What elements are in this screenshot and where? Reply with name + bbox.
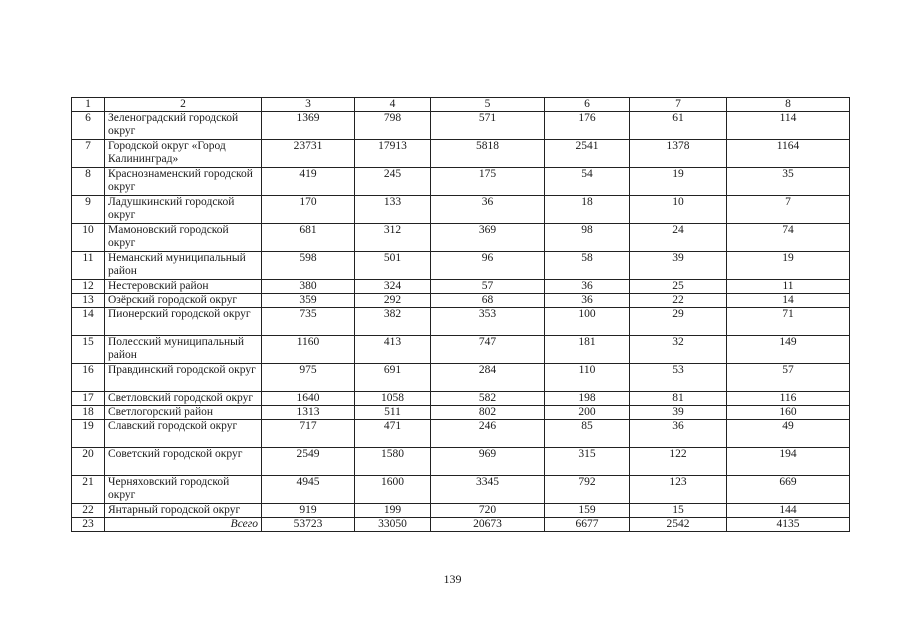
value-cell-c7: 123 xyxy=(630,476,727,504)
value-cell-c5: 175 xyxy=(431,168,545,196)
value-cell-c7: 81 xyxy=(630,392,727,406)
row-number: 15 xyxy=(72,336,105,364)
value-cell-c4: 292 xyxy=(355,294,431,308)
value-cell-c4: 511 xyxy=(355,406,431,420)
row-number: 10 xyxy=(72,224,105,252)
value-cell-c6: 54 xyxy=(545,168,630,196)
value-cell-c6: 85 xyxy=(545,420,630,448)
value-cell-c6: 315 xyxy=(545,448,630,476)
value-cell-c5: 353 xyxy=(431,308,545,336)
municipality-name: Ладушкинский городской округ xyxy=(105,196,262,224)
value-cell-c5: 571 xyxy=(431,112,545,140)
row-number: 23 xyxy=(72,518,105,532)
value-cell-c4: 324 xyxy=(355,280,431,294)
row-number: 18 xyxy=(72,406,105,420)
value-cell-c3: 23731 xyxy=(262,140,355,168)
table-row xyxy=(72,448,850,476)
value-cell-c3: 2549 xyxy=(262,448,355,476)
value-cell-c5: 369 xyxy=(431,224,545,252)
row-number: 16 xyxy=(72,364,105,392)
value-cell-c7: 61 xyxy=(630,112,727,140)
table-row xyxy=(72,364,850,392)
municipality-name: Мамоновский городской округ xyxy=(105,224,262,252)
value-cell-c8: 194 xyxy=(727,448,850,476)
value-cell-c3: 717 xyxy=(262,420,355,448)
value-cell-c5: 747 xyxy=(431,336,545,364)
value-cell-c3: 4945 xyxy=(262,476,355,504)
value-cell-c4: 1580 xyxy=(355,448,431,476)
table-row xyxy=(72,420,850,448)
municipality-name: Советский городской округ xyxy=(105,448,262,476)
row-number: 13 xyxy=(72,294,105,308)
municipality-name: Краснознаменский городской округ xyxy=(105,168,262,196)
value-cell-c8: 49 xyxy=(727,420,850,448)
table-row xyxy=(72,392,850,406)
value-cell-c5: 246 xyxy=(431,420,545,448)
municipality-name: Янтарный городской округ xyxy=(105,504,262,518)
value-cell-c4: 245 xyxy=(355,168,431,196)
value-cell-c6: 792 xyxy=(545,476,630,504)
value-cell-c7: 1378 xyxy=(630,140,727,168)
value-cell-c8: 4135 xyxy=(727,518,850,532)
row-number: 17 xyxy=(72,392,105,406)
value-cell-c6: 100 xyxy=(545,308,630,336)
value-cell-c5: 284 xyxy=(431,364,545,392)
table-row xyxy=(72,476,850,504)
value-cell-c4: 691 xyxy=(355,364,431,392)
value-cell-c7: 24 xyxy=(630,224,727,252)
value-cell-c5: 57 xyxy=(431,280,545,294)
value-cell-c6: 110 xyxy=(545,364,630,392)
value-cell-c7: 39 xyxy=(630,406,727,420)
value-cell-c7: 15 xyxy=(630,504,727,518)
value-cell-c8: 160 xyxy=(727,406,850,420)
value-cell-c7: 22 xyxy=(630,294,727,308)
value-cell-c4: 798 xyxy=(355,112,431,140)
value-cell-c6: 6677 xyxy=(545,518,630,532)
value-cell-c3: 598 xyxy=(262,252,355,280)
header-cell: 1 xyxy=(72,98,105,112)
value-cell-c4: 1600 xyxy=(355,476,431,504)
municipality-name: Городской округ «Город Калининград» xyxy=(105,140,262,168)
value-cell-c3: 975 xyxy=(262,364,355,392)
value-cell-c4: 413 xyxy=(355,336,431,364)
value-cell-c6: 198 xyxy=(545,392,630,406)
value-cell-c8: 35 xyxy=(727,168,850,196)
value-cell-c4: 501 xyxy=(355,252,431,280)
value-cell-c5: 96 xyxy=(431,252,545,280)
value-cell-c3: 1313 xyxy=(262,406,355,420)
municipality-name: Правдинский городской округ xyxy=(105,364,262,392)
value-cell-c5: 720 xyxy=(431,504,545,518)
value-cell-c3: 1369 xyxy=(262,112,355,140)
row-number: 9 xyxy=(72,196,105,224)
value-cell-c3: 681 xyxy=(262,224,355,252)
row-number: 19 xyxy=(72,420,105,448)
table-row xyxy=(72,336,850,364)
value-cell-c4: 33050 xyxy=(355,518,431,532)
value-cell-c4: 312 xyxy=(355,224,431,252)
row-number: 14 xyxy=(72,308,105,336)
total-label: Всего xyxy=(105,518,262,532)
value-cell-c4: 1058 xyxy=(355,392,431,406)
value-cell-c6: 176 xyxy=(545,112,630,140)
header-cell: 2 xyxy=(105,98,262,112)
value-cell-c7: 19 xyxy=(630,168,727,196)
value-cell-c8: 116 xyxy=(727,392,850,406)
value-cell-c3: 1160 xyxy=(262,336,355,364)
page-number: 139 xyxy=(443,572,462,586)
value-cell-c8: 74 xyxy=(727,224,850,252)
total-row xyxy=(72,518,850,532)
row-number: 20 xyxy=(72,448,105,476)
value-cell-c3: 919 xyxy=(262,504,355,518)
value-cell-c8: 11 xyxy=(727,280,850,294)
value-cell-c5: 582 xyxy=(431,392,545,406)
value-cell-c8: 144 xyxy=(727,504,850,518)
value-cell-c3: 380 xyxy=(262,280,355,294)
value-cell-c6: 98 xyxy=(545,224,630,252)
municipality-name: Светлогорский район xyxy=(105,406,262,420)
data-table xyxy=(71,97,850,532)
row-number: 12 xyxy=(72,280,105,294)
row-number: 8 xyxy=(72,168,105,196)
value-cell-c4: 471 xyxy=(355,420,431,448)
value-cell-c4: 133 xyxy=(355,196,431,224)
value-cell-c7: 29 xyxy=(630,308,727,336)
value-cell-c5: 20673 xyxy=(431,518,545,532)
value-cell-c5: 36 xyxy=(431,196,545,224)
value-cell-c7: 10 xyxy=(630,196,727,224)
value-cell-c3: 170 xyxy=(262,196,355,224)
header-cell: 5 xyxy=(431,98,545,112)
municipality-name: Пионерский городской округ xyxy=(105,308,262,336)
header-cell: 7 xyxy=(630,98,727,112)
value-cell-c8: 149 xyxy=(727,336,850,364)
table-row xyxy=(72,196,850,224)
value-cell-c6: 36 xyxy=(545,294,630,308)
municipality-name: Озёрский городской округ xyxy=(105,294,262,308)
table-row xyxy=(72,280,850,294)
row-number: 11 xyxy=(72,252,105,280)
header-cell: 6 xyxy=(545,98,630,112)
value-cell-c7: 53 xyxy=(630,364,727,392)
municipality-name: Нестеровский район xyxy=(105,280,262,294)
table-row xyxy=(72,406,850,420)
table-row xyxy=(72,308,850,336)
table-body xyxy=(72,98,850,532)
value-cell-c8: 14 xyxy=(727,294,850,308)
value-cell-c7: 122 xyxy=(630,448,727,476)
table-row xyxy=(72,252,850,280)
value-cell-c4: 199 xyxy=(355,504,431,518)
municipality-name: Зеленоградский городской округ xyxy=(105,112,262,140)
value-cell-c3: 1640 xyxy=(262,392,355,406)
value-cell-c5: 802 xyxy=(431,406,545,420)
value-cell-c8: 1164 xyxy=(727,140,850,168)
value-cell-c7: 36 xyxy=(630,420,727,448)
table-row xyxy=(72,224,850,252)
value-cell-c3: 419 xyxy=(262,168,355,196)
row-number: 7 xyxy=(72,140,105,168)
value-cell-c3: 735 xyxy=(262,308,355,336)
table-row xyxy=(72,504,850,518)
header-cell: 3 xyxy=(262,98,355,112)
table-row xyxy=(72,294,850,308)
value-cell-c5: 969 xyxy=(431,448,545,476)
value-cell-c6: 159 xyxy=(545,504,630,518)
value-cell-c6: 2541 xyxy=(545,140,630,168)
value-cell-c5: 68 xyxy=(431,294,545,308)
value-cell-c6: 36 xyxy=(545,280,630,294)
value-cell-c6: 18 xyxy=(545,196,630,224)
header-cell: 8 xyxy=(727,98,850,112)
value-cell-c8: 57 xyxy=(727,364,850,392)
value-cell-c4: 17913 xyxy=(355,140,431,168)
row-number: 6 xyxy=(72,112,105,140)
municipality-name: Черняховский городской округ xyxy=(105,476,262,504)
value-cell-c8: 7 xyxy=(727,196,850,224)
value-cell-c8: 114 xyxy=(727,112,850,140)
value-cell-c8: 19 xyxy=(727,252,850,280)
value-cell-c3: 53723 xyxy=(262,518,355,532)
value-cell-c8: 71 xyxy=(727,308,850,336)
municipality-name: Полесский муниципальный район xyxy=(105,336,262,364)
header-cell: 4 xyxy=(355,98,431,112)
value-cell-c4: 382 xyxy=(355,308,431,336)
table-row xyxy=(72,112,850,140)
municipality-name: Светловский городской округ xyxy=(105,392,262,406)
value-cell-c7: 25 xyxy=(630,280,727,294)
value-cell-c7: 32 xyxy=(630,336,727,364)
value-cell-c7: 2542 xyxy=(630,518,727,532)
value-cell-c7: 39 xyxy=(630,252,727,280)
value-cell-c5: 3345 xyxy=(431,476,545,504)
value-cell-c3: 359 xyxy=(262,294,355,308)
row-number: 21 xyxy=(72,476,105,504)
value-cell-c6: 58 xyxy=(545,252,630,280)
header-row xyxy=(72,98,850,112)
value-cell-c8: 669 xyxy=(727,476,850,504)
value-cell-c5: 5818 xyxy=(431,140,545,168)
municipality-name: Славский городской округ xyxy=(105,420,262,448)
table-row xyxy=(72,140,850,168)
row-number: 22 xyxy=(72,504,105,518)
municipality-name: Неманский муниципальный район xyxy=(105,252,262,280)
value-cell-c6: 181 xyxy=(545,336,630,364)
table-row xyxy=(72,168,850,196)
value-cell-c6: 200 xyxy=(545,406,630,420)
